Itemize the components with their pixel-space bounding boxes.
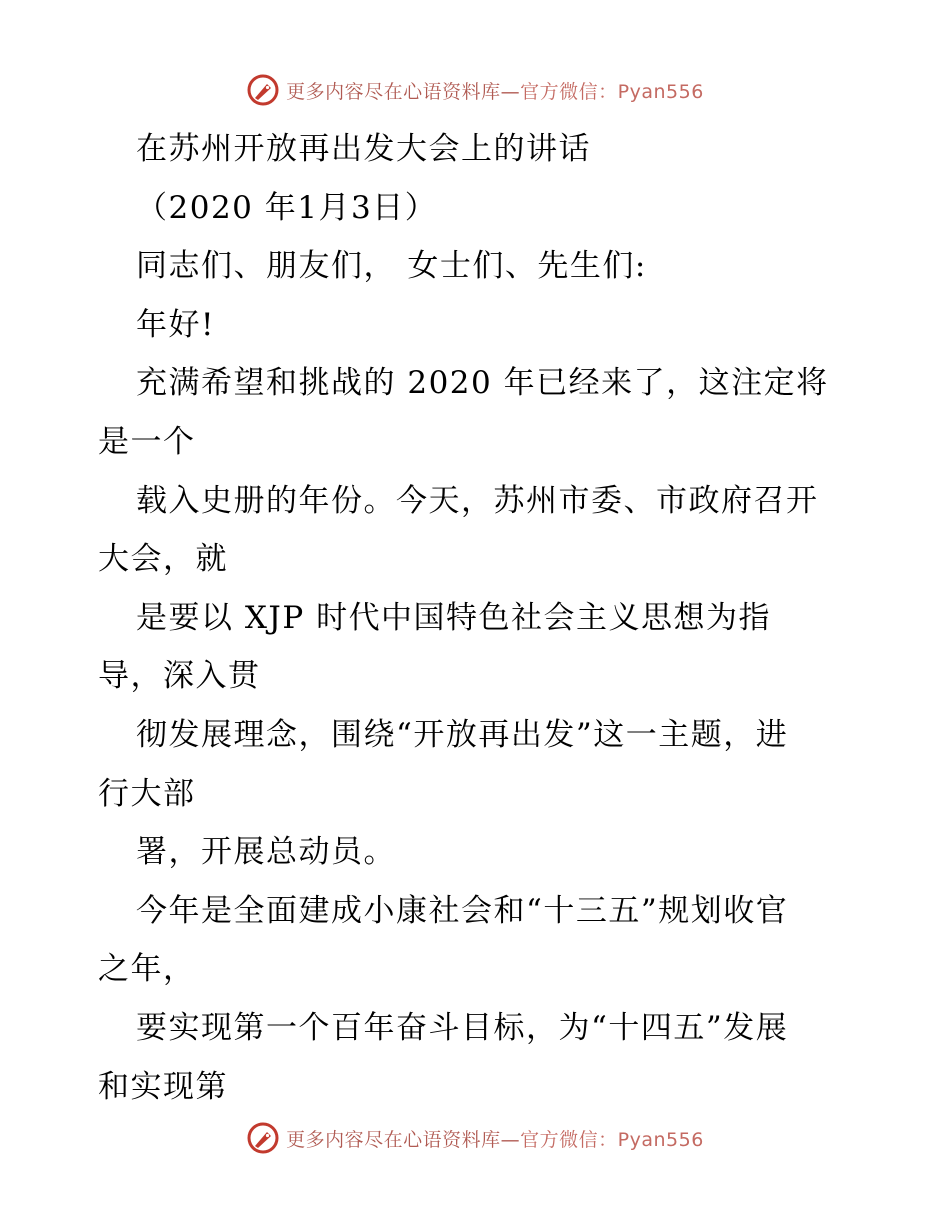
text-line: 载入史册的年份。今天，苏州市委、市政府召开: [136, 482, 819, 519]
text-line: 年好!: [136, 306, 215, 343]
text-line: 今年是全面建成小康社会和“十三五”规划收官: [136, 892, 789, 929]
footer-watermark: [0, 1118, 950, 1158]
text-line: 要实现第一个百年奋斗目标，为“十四五”发展: [136, 1009, 789, 1046]
text-line: 充满希望和挑战的 2020 年已经来了，这注定将: [136, 365, 829, 402]
watermark-text: 更多内容尽在心语资料库—官方微信：Pyan556: [286, 1128, 704, 1151]
text-line: 在苏州开放再出发大会上的讲话: [136, 131, 591, 167]
document-body: [98, 120, 858, 1116]
text-line: 同志们、朋友们， 女士们、先生们:: [136, 248, 647, 285]
pen-nib-logo-icon: [246, 1121, 280, 1155]
text-line: 彻发展理念，围绕“开放再出发”这一主题，进: [136, 716, 789, 753]
text-line: （2020 年1月3日）: [136, 189, 438, 226]
pen-nib-logo-icon: [246, 73, 280, 107]
text-line: 导，深入贯: [98, 658, 261, 695]
text-line: 和实现第: [98, 1068, 228, 1105]
text-line: 是要以 XJP 时代中国特色社会主义思想为指: [136, 599, 772, 636]
text-line: 之年，: [98, 951, 196, 988]
text-line: 行大部: [98, 775, 196, 812]
header-watermark: [0, 70, 950, 110]
text-line: 是一个: [98, 423, 196, 460]
text-line: 署，开展总动员。: [136, 834, 396, 871]
watermark-text: 更多内容尽在心语资料库—官方微信：Pyan556: [286, 80, 704, 103]
text-line: 大会，就: [98, 541, 228, 578]
